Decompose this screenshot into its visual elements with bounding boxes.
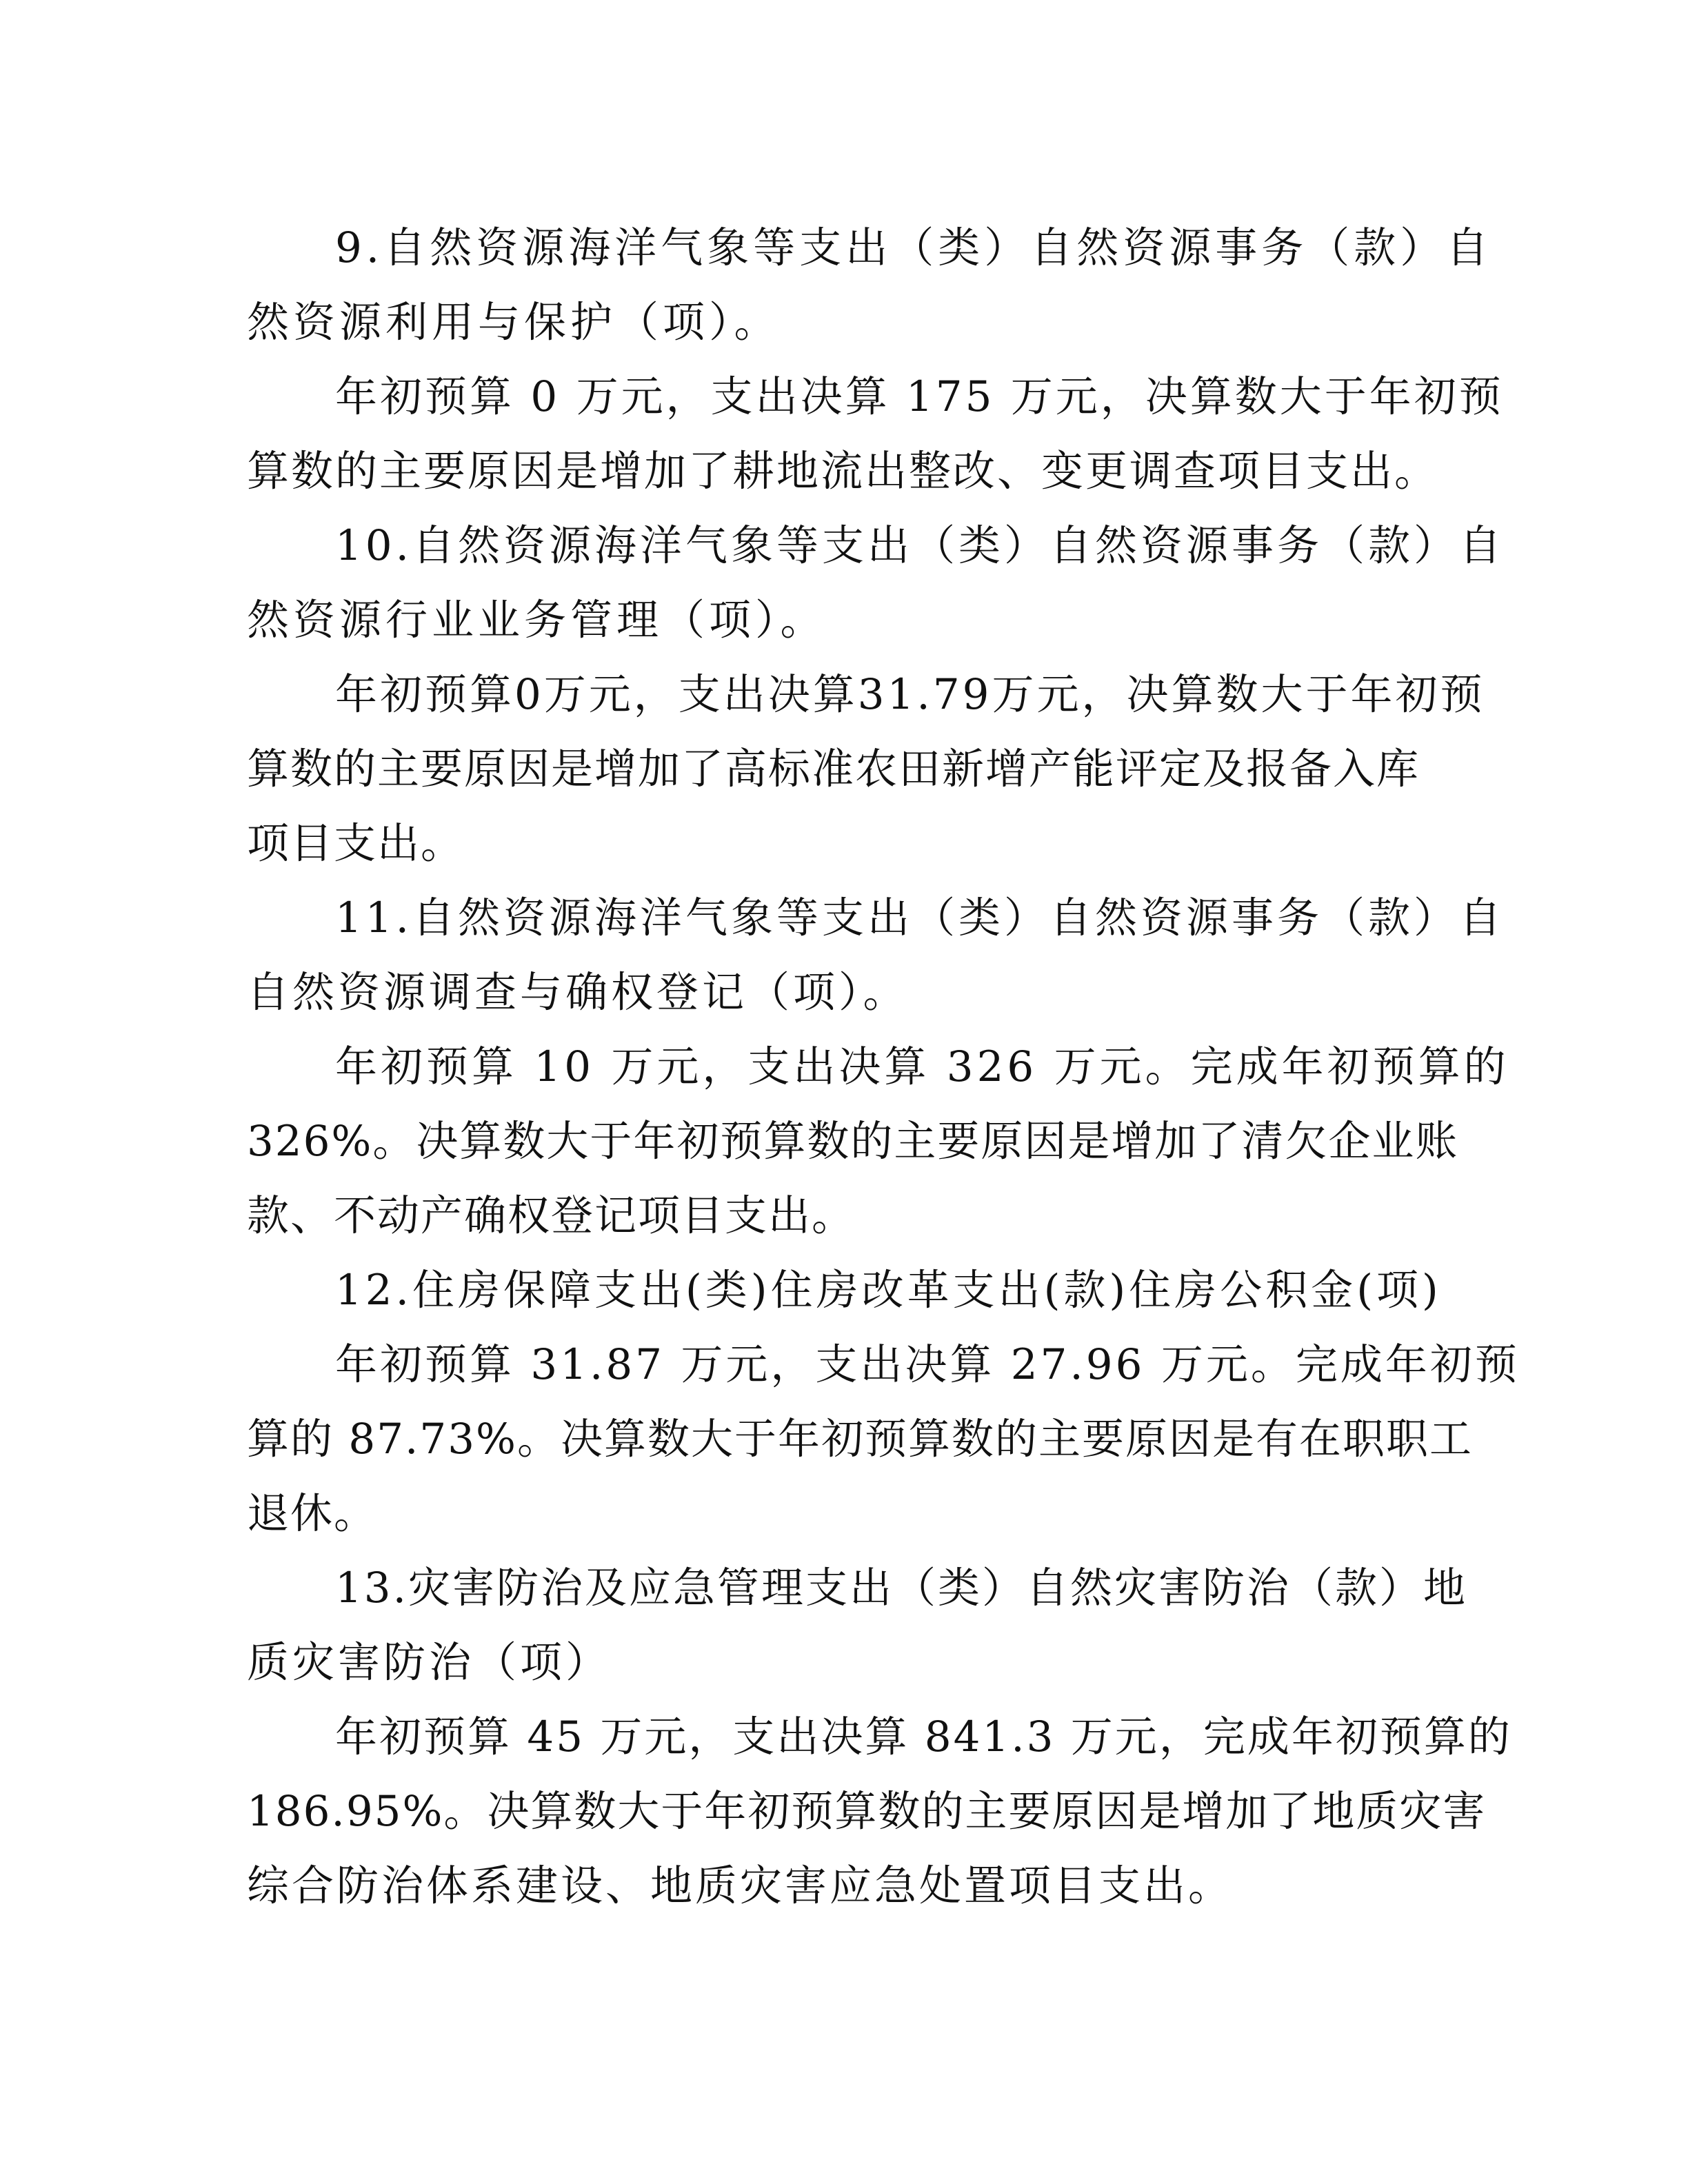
text-line: 年初预算 31.87 万元，支出决算 27.96 万元。完成年初预 bbox=[335, 1340, 1520, 1389]
text-line: 质灾害防治（项） bbox=[247, 1638, 612, 1687]
text-line: 自然资源调查与确权登记（项）。 bbox=[247, 968, 909, 1017]
text-line: 算数的主要原因是增加了高标准农田新增产能评定及报备入库 bbox=[247, 745, 1420, 793]
text-line: 年初预算 45 万元，支出决算 841.3 万元，完成年初预算的 bbox=[335, 1712, 1512, 1761]
paragraph-10-heading bbox=[247, 509, 1505, 658]
paragraph-12-heading bbox=[247, 1253, 1442, 1328]
text-line: 326%。决算数大于年初预算数的主要原因是增加了清欠企业账 bbox=[247, 1117, 1459, 1166]
document-page bbox=[247, 211, 1520, 1923]
paragraph-10-body bbox=[247, 658, 1485, 881]
text-line: 年初预算 10 万元，支出决算 326 万元。完成年初预算的 bbox=[335, 1042, 1509, 1091]
paragraph-11-body bbox=[247, 1030, 1509, 1253]
text-line: 186.95%。决算数大于年初预算数的主要原因是增加了地质灾害 bbox=[247, 1787, 1487, 1836]
text-line: 13.灾害防治及应急管理支出（类）自然灾害防治（款）地 bbox=[335, 1564, 1468, 1612]
paragraph-12-body bbox=[247, 1328, 1520, 1551]
text-line: 年初预算 0 万元，支出决算 175 万元，决算数大于年初预 bbox=[335, 372, 1504, 421]
text-line: 综合防治体系建设、地质灾害应急处置项目支出。 bbox=[247, 1861, 1234, 1910]
text-line: 12.住房保障支出(类)住房改革支出(款)住房公积金(项) bbox=[335, 1266, 1442, 1315]
text-line: 算的 87.73%。决算数大于年初预算数的主要原因是有在职职工 bbox=[247, 1415, 1473, 1464]
text-line: 11.自然资源海洋气象等支出（类）自然资源事务（款）自 bbox=[335, 893, 1505, 942]
text-line: 退休。 bbox=[247, 1489, 378, 1538]
paragraph-11-heading bbox=[247, 881, 1505, 1030]
text-line: 然资源利用与保护（项）。 bbox=[247, 298, 781, 347]
paragraph-9-heading bbox=[247, 211, 1493, 360]
text-line: 然资源行业业务管理（项）。 bbox=[247, 596, 827, 645]
paragraph-13-heading bbox=[247, 1551, 1468, 1700]
text-line: 算数的主要原因是增加了耕地流出整改、变更调查项目支出。 bbox=[247, 447, 1439, 496]
text-line: 9.自然资源海洋气象等支出（类）自然资源事务（款）自 bbox=[335, 223, 1493, 272]
text-line: 年初预算0万元，支出决算31.79万元，决算数大于年初预 bbox=[335, 670, 1485, 719]
text-line: 项目支出。 bbox=[247, 819, 465, 868]
text-line: 10.自然资源海洋气象等支出（类）自然资源事务（款）自 bbox=[335, 521, 1505, 570]
paragraph-9-body bbox=[247, 360, 1504, 509]
text-line: 款、不动产确权登记项目支出。 bbox=[247, 1191, 856, 1240]
paragraph-13-body bbox=[247, 1700, 1512, 1923]
